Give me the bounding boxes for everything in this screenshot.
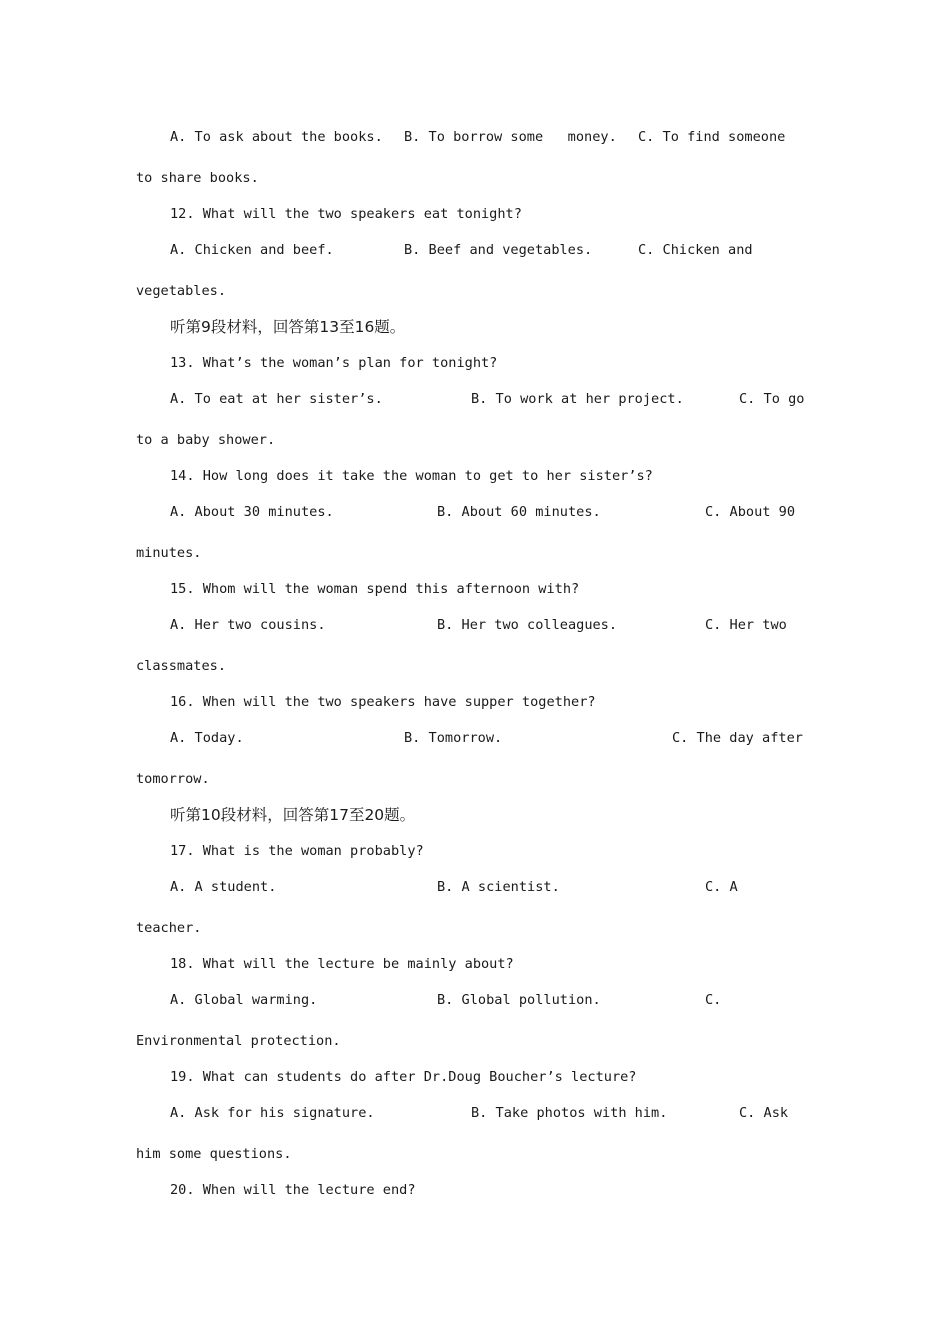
question-12-option-a: A. Chicken and beef.: [170, 242, 334, 258]
question-16-stem: 16. When will the two speakers have supper together?: [170, 694, 596, 710]
question-11-option-b: B. To borrow some money.: [404, 129, 617, 145]
question-18-option-a: A. Global warming.: [170, 992, 318, 1008]
question-18-option-b: B. Global pollution.: [437, 992, 601, 1008]
question-11-option-c: C. To find someone: [638, 129, 786, 145]
question-11-option-c-wrap: to share books.: [136, 170, 259, 186]
question-13-option-a: A. To eat at her sister’s.: [170, 391, 383, 407]
question-20-stem: 20. When will the lecture end?: [170, 1182, 416, 1198]
question-13-option-b: B. To work at her project.: [471, 391, 684, 407]
question-19-option-c: C. Ask: [739, 1105, 789, 1121]
question-13-option-c: C. To go: [739, 391, 805, 407]
question-13-stem: 13. What’s the woman’s plan for tonight?: [170, 355, 498, 371]
question-16-option-b: B. Tomorrow.: [404, 730, 503, 746]
question-19-option-a: A. Ask for his signature.: [170, 1105, 375, 1121]
question-14-option-a: A. About 30 minutes.: [170, 504, 334, 520]
question-15-stem: 15. Whom will the woman spend this afternoon with?: [170, 581, 580, 597]
question-16-option-c-wrap: tomorrow.: [136, 771, 210, 787]
question-16-option-a: A. Today.: [170, 730, 244, 746]
question-19-option-c-wrap: him some questions.: [136, 1146, 292, 1162]
question-16-option-c: C. The day after: [672, 730, 803, 746]
question-18-option-c: C.: [705, 992, 722, 1008]
question-17-option-b: B. A scientist.: [437, 879, 560, 895]
question-19-option-b: B. Take photos with him.: [471, 1105, 668, 1121]
question-14-option-c: C. About 90: [705, 504, 796, 520]
question-11-option-a: A. To ask about the books.: [170, 129, 383, 145]
question-15-option-c: C. Her two: [705, 617, 787, 633]
section-9-instruction: 听第9段材料，回答第13至16题。: [170, 318, 406, 336]
question-12-option-b: B. Beef and vegetables.: [404, 242, 593, 258]
question-17-option-c: C. A: [705, 879, 738, 895]
question-14-option-b: B. About 60 minutes.: [437, 504, 601, 520]
question-15-option-a: A. Her two cousins.: [170, 617, 326, 633]
section-10-instruction: 听第10段材料，回答第17至20题。: [170, 806, 416, 824]
question-18-stem: 18. What will the lecture be mainly about?: [170, 956, 514, 972]
question-15-option-b: B. Her two colleagues.: [437, 617, 618, 633]
question-15-option-c-wrap: classmates.: [136, 658, 227, 674]
question-17-option-a: A. A student.: [170, 879, 277, 895]
question-17-option-c-wrap: teacher.: [136, 920, 202, 936]
question-14-stem: 14. How long does it take the woman to get to her sister’s?: [170, 468, 653, 484]
question-13-option-c-wrap: to a baby shower.: [136, 432, 276, 448]
question-12-option-c-wrap: vegetables.: [136, 283, 227, 299]
question-12-stem: 12. What will the two speakers eat tonight?: [170, 206, 522, 222]
question-17-stem: 17. What is the woman probably?: [170, 843, 424, 859]
question-19-stem: 19. What can students do after Dr.Doug Boucher’s lecture?: [170, 1069, 637, 1085]
question-14-option-c-wrap: minutes.: [136, 545, 202, 561]
question-12-option-c: C. Chicken and: [638, 242, 753, 258]
question-18-option-c-wrap: Environmental protection.: [136, 1033, 341, 1049]
